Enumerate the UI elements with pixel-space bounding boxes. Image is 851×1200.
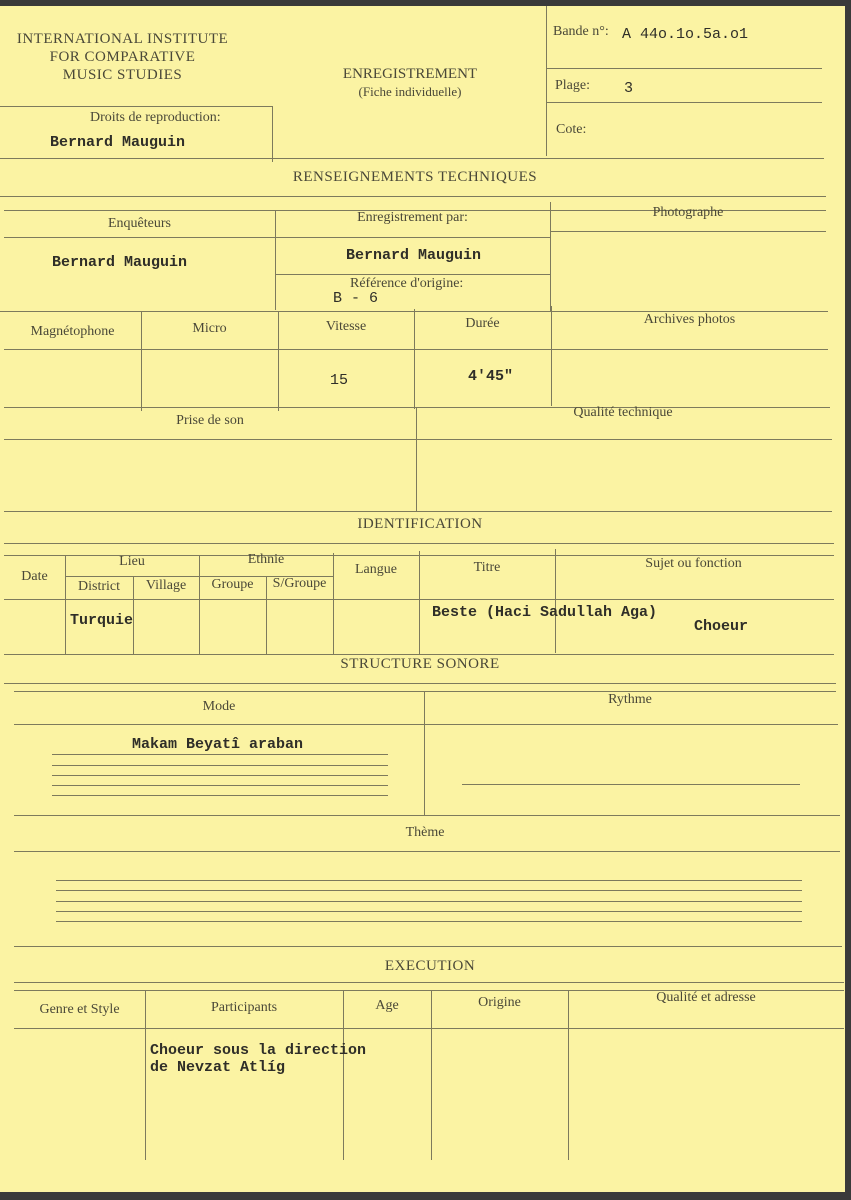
divider — [568, 990, 569, 1160]
divider — [52, 785, 388, 786]
sgroupe-label: S/Groupe — [272, 576, 327, 591]
divider — [546, 102, 822, 103]
origine-label: Origine — [478, 995, 521, 1010]
magnetophone-label: Magnétophone — [30, 324, 115, 339]
divider — [4, 439, 832, 440]
divider — [52, 765, 388, 766]
participants-label: Participants — [210, 1000, 278, 1015]
duree-value: 4'45" — [468, 368, 514, 385]
vitesse-label: Vitesse — [325, 319, 367, 334]
divider — [4, 237, 550, 238]
divider — [56, 911, 802, 912]
cote-label: Cote: — [556, 122, 587, 137]
enqueteurs-value: Bernard Mauguin — [52, 254, 188, 271]
bande-value: A 44o.1o.5a.o1 — [622, 26, 749, 43]
enregistrement-label: Enregistrement par: — [357, 210, 468, 225]
divider — [424, 691, 425, 815]
fiche-card — [0, 6, 845, 1192]
rythme-label: Rythme — [608, 692, 652, 707]
divider — [14, 946, 842, 947]
date-label: Date — [21, 569, 48, 584]
institute-line3: MUSIC STUDIES — [62, 67, 183, 83]
divider — [272, 106, 273, 162]
age-label: Age — [375, 998, 399, 1013]
divider — [56, 880, 802, 881]
photographe-label: Photographe — [652, 205, 724, 220]
qualite-adresse-label: Qualité et adresse — [656, 990, 756, 1005]
divider — [4, 349, 828, 350]
mode-label: Mode — [202, 699, 236, 714]
divider — [550, 231, 826, 232]
participants-line1: Choeur sous la direction — [150, 1042, 367, 1059]
divider — [14, 982, 844, 983]
form-subtitle: (Fiche individuelle) — [358, 84, 462, 99]
enqueteurs-label: Enquêteurs — [108, 216, 171, 231]
qualite-technique-label: Qualité technique — [573, 405, 673, 420]
divider — [4, 654, 834, 655]
divider — [14, 724, 838, 725]
sujet-value: Choeur — [694, 618, 749, 635]
mode-value: Makam Beyatî araban — [132, 736, 304, 753]
divider — [56, 890, 802, 891]
execution-heading: EXECUTION — [384, 958, 476, 974]
district-value: Turquie — [70, 612, 134, 629]
participants-line2: de Nevzat Atlíg — [150, 1059, 286, 1076]
archives-label: Archives photos — [643, 312, 736, 327]
divider — [0, 158, 824, 159]
divider — [276, 274, 550, 275]
divider — [52, 775, 388, 776]
divider — [199, 555, 200, 655]
lieu-label: Lieu — [119, 554, 145, 569]
divider — [546, 6, 547, 156]
plage-label: Plage: — [555, 78, 590, 93]
micro-label: Micro — [192, 321, 227, 336]
divider — [343, 990, 344, 1160]
divider — [56, 921, 802, 922]
identification-heading: IDENTIFICATION — [357, 516, 483, 532]
village-label: Village — [145, 578, 187, 593]
langue-label: Langue — [355, 562, 397, 577]
divider — [14, 1028, 844, 1029]
duree-label: Durée — [465, 316, 500, 331]
district-label: District — [78, 579, 120, 594]
structure-heading: STRUCTURE SONORE — [340, 656, 500, 672]
technique-heading: RENSEIGNEMENTS TECHNIQUES — [292, 169, 538, 185]
divider — [14, 851, 840, 852]
institute-line1: INTERNATIONAL INSTITUTE — [16, 31, 229, 47]
divider — [0, 106, 273, 107]
sujet-label: Sujet ou fonction — [645, 556, 742, 571]
reference-label: Référence d'origine: — [350, 276, 464, 291]
divider — [14, 815, 840, 816]
droits-label: Droits de reproduction: — [90, 110, 221, 125]
divider — [4, 511, 832, 512]
titre-label: Titre — [473, 560, 501, 575]
droits-value: Bernard Mauguin — [50, 134, 186, 151]
divider — [52, 795, 388, 796]
divider — [462, 784, 800, 785]
divider — [56, 901, 802, 902]
titre-value: Beste (Haci Sadullah Aga) — [432, 604, 658, 621]
institute-line2: FOR COMPARATIVE — [49, 49, 196, 65]
divider — [4, 599, 834, 600]
theme-label: Thème — [405, 825, 445, 840]
bande-label: Bande n°: — [553, 24, 609, 39]
divider — [52, 754, 388, 755]
reference-value: B - 6 — [333, 290, 379, 307]
divider — [0, 196, 826, 197]
prise-label: Prise de son — [176, 413, 244, 428]
divider — [65, 555, 66, 655]
enregistrement-value: Bernard Mauguin — [346, 247, 482, 264]
divider — [546, 68, 822, 69]
divider — [416, 407, 417, 512]
divider — [4, 683, 836, 684]
groupe-label: Groupe — [211, 577, 254, 592]
vitesse-value: 15 — [330, 372, 349, 389]
plage-value: 3 — [624, 80, 634, 97]
ethnie-label: Ethnie — [247, 552, 285, 567]
divider — [431, 990, 432, 1160]
form-title: ENREGISTREMENT — [342, 66, 478, 82]
genre-label: Genre et Style — [39, 1002, 120, 1017]
divider — [4, 543, 834, 544]
